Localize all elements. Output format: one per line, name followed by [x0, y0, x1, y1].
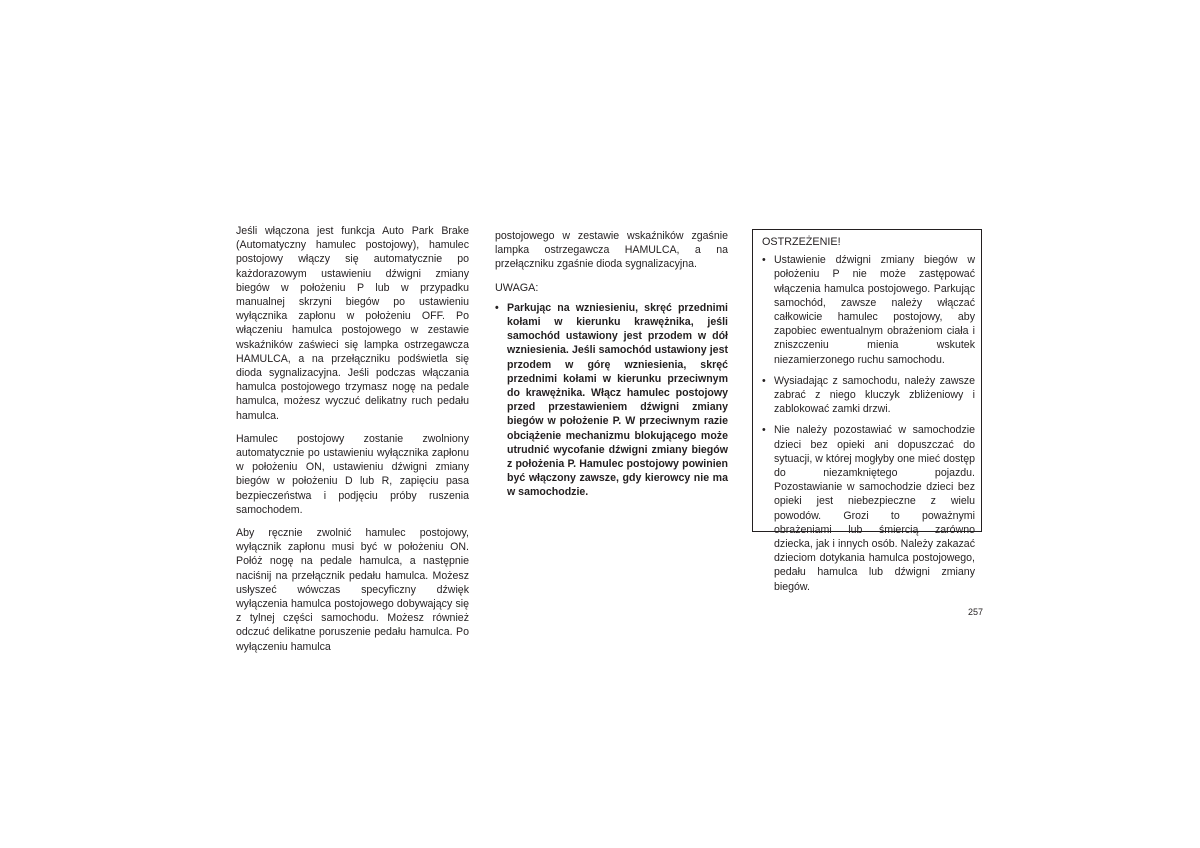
caution-list	[495, 301, 728, 500]
caution-item: • Parkując na wzniesieniu, skręć przednimi kołami w kierunku krawężnika, jeśli samochód ustawiony jest przodem w dół wzniesienia. Jeśli samochód ustawiony jest przodem w górę wzniesienia, skręć przednimi kołami w kierunku przeciwnym do krawężnika. Włącz hamulec postojowy przed przestawieniem dźwigni zmiany biegów w położenie P. W przeciwnym razie obciążenie mechanizmu blokującego może utrudnić wycofanie dźwigni zmiany biegów z położenia P. Hamulec postojowy powinien być włączony zawsze, gdy kierowcy nie ma w samochodzie.	[495, 301, 728, 500]
warning-item: • Wysiadając z samochodu, należy zawsze zabrać z niego kluczyk zbliżeniowy i zablokować zamki drzwi.	[762, 374, 975, 417]
warning-item: • Nie należy pozostawiać w samochodzie dzieci bez opieki ani dopuszczać do sytuacji, w której mogłyby one mieć dostęp do niezamkniętego pojazdu. Pozostawianie w samochodzie dzieci bez opieki jest niebezpieczne z wielu powodów. Grozi to poważnymi obrażeniami lub śmiercią zarówno dziecka, jak i innych osób. Należy zakazać dzieciom dotykania hamulca postojowego, pedału hamulca lub dźwigni zmiany biegów.	[762, 423, 975, 593]
paragraph-manual-release: Aby ręcznie zwolnić hamulec postojowy, wyłącznik zapłonu musi być w położeniu ON. Połóż nogę na pedale hamulca, a następnie naciśnij na przełącznik pedału hamulca. Możesz usłyszeć wówczas specyficzny dźwięk wyłączenia hamulca postojowego dobywający się z tylnej części samochodu. Możesz również odczuć delikatne poruszenie pedału hamulca. Po wyłączeniu hamulca	[236, 527, 469, 653]
left-text-column	[236, 224, 469, 663]
warning-item: • Ustawienie dźwigni zmiany biegów w położeniu P nie może zastępować włączenia hamulca postojowego. Parkując samochód, zawsze należy włączać całkowicie hamulec postojowy, aby zapobiec ewentualnym obrażeniom ciała i zniszczeniu mienia wskutek niezamierzonego ruchu samochodu.	[762, 253, 975, 367]
warning-list	[762, 253, 975, 594]
paragraph-continuation: postojowego w zestawie wskaźników zgaśnie lampka ostrzegawcza HAMULCA, a na przełączniku zgaśnie dioda sygnalizacyjna.	[495, 230, 728, 271]
warning-box	[752, 229, 982, 593]
page-number: 257	[968, 607, 984, 617]
caution-heading: UWAGA:	[495, 281, 539, 294]
paragraph-auto-park-brake: Jeśli włączona jest funkcja Auto Park Brake (Automatyczny hamulec postojowy), hamulec postojowy włączy się automatycznie po każdorazowym ustawieniu dźwigni zmiany biegów w położeniu P lub w przypadku manualnej skrzyni biegów po ustawieniu wyłącznika zapłonu w położeniu OFF. Po włączeniu hamulca postojowego w zestawie wskaźników zaświeci się lampka ostrzegawcza HAMULCA, a na przełączniku podświetla się dioda sygnalizacyjna. Jeśli podczas włączania hamulca postojowego trzymasz nogę na pedale hamulca, możesz wyczuć delikatny ruch pedału hamulca.	[236, 225, 469, 422]
warning-heading: OSTRZEŻENIE!	[762, 236, 841, 248]
middle-text-column	[495, 229, 728, 507]
paragraph-automatic-release: Hamulec postojowy zostanie zwolniony automatycznie po ustawieniu wyłącznika zapłonu w położeniu ON, ustawieniu dźwigni zmiany biegów w położeniu D lub R, zapięciu pasa bezpieczeństwa i podjęciu próby ruszenia samochodem.	[236, 432, 469, 516]
